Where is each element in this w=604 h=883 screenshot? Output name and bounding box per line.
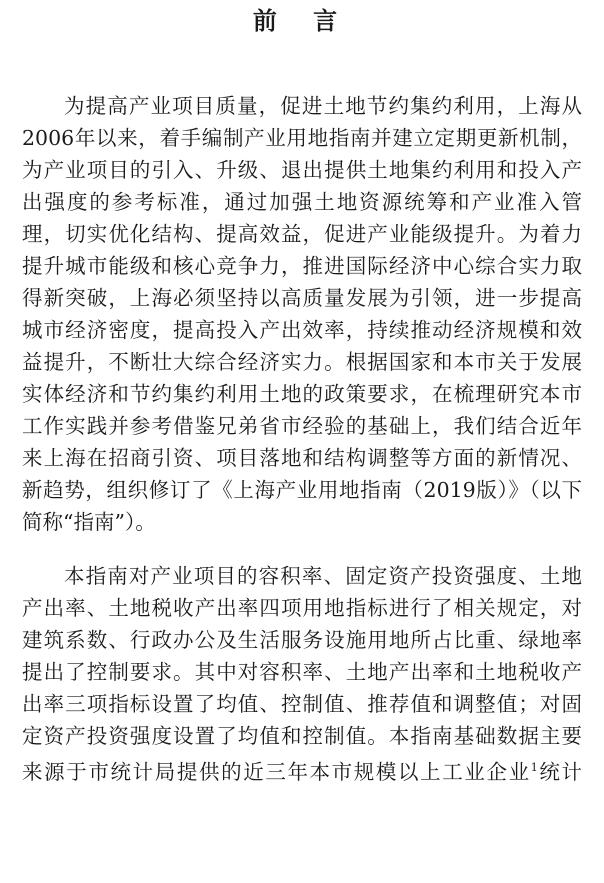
paragraph-2-line-7-text: 来源于市统计局提供的近三年本市规模以上工业企业 <box>22 760 531 784</box>
paragraph-1-line-4: 出强度的参考标准，通过加强土地资源统筹和产业准入管 <box>22 190 582 214</box>
paragraph-1-line-8: 城市经济密度，提高投入产出效率，持续推动经济规模和效 <box>22 318 582 342</box>
footnote-marker[interactable]: 1 <box>530 761 538 774</box>
paragraph-2-line-6: 定资产投资强度设置了均值和控制值。本指南基础数据主要 <box>22 724 582 748</box>
paragraph-1-line-9: 益提升，不断壮大综合经济实力。根据国家和本市关于发展 <box>22 350 582 374</box>
paragraph-1-line-11: 工作实践并参考借鉴兄弟省市经验的基础上，我们结合近年 <box>22 414 582 438</box>
paragraph-1-line-3: 为产业项目的引入、升级、退出提供土地集约利用和投入产 <box>22 158 582 182</box>
paragraph-2-line-3: 建筑系数、行政办公及生活服务设施用地所占比重、绿地率 <box>22 628 582 652</box>
paragraph-1-line-10: 实体经济和节约集约利用土地的政策要求，在梳理研究本市 <box>22 382 582 406</box>
paragraph-2-line-4: 提出了控制要求。其中对容积率、土地产出率和土地税收产 <box>22 660 582 684</box>
paragraph-1-line-2: 2006年以来，着手编制产业用地指南并建立定期更新机制， <box>22 126 582 150</box>
paragraph-1-line-7: 得新突破，上海必须坚持以高质量发展为引领，进一步提高 <box>22 286 582 310</box>
paragraph-2-line-2: 产出率、土地税收产出率四项用地指标进行了相关规定，对 <box>22 596 582 620</box>
paragraph-1-line-6: 提升城市能级和核心竞争力，推进国际经济中心综合实力取 <box>22 254 582 278</box>
paragraph-1-line-1: 为提高产业项目质量，促进土地节约集约利用，上海从 <box>64 94 582 118</box>
paragraph-1-line-5: 理，切实优化结构、提高效益，促进产业能级提升。为着力 <box>22 222 582 246</box>
page-title: 前 言 <box>252 6 352 35</box>
paragraph-1-line-14: 简称“指南”）。 <box>22 510 156 534</box>
paragraph-1-line-13: 新趋势，组织修订了《上海产业用地指南（2019版）》（以下 <box>22 478 582 502</box>
paragraph-1-line-12: 来上海在招商引资、项目落地和结构调整等方面的新情况、 <box>22 446 582 470</box>
paragraph-2-line-7 <box>22 752 582 788</box>
paragraph-2-line-7-tail: 统计 <box>537 760 583 784</box>
paragraph-2-line-1: 本指南对产业项目的容积率、固定资产投资强度、土地 <box>64 564 582 588</box>
paragraph-2-line-5: 出率三项指标设置了均值、控制值、推荐值和调整值；对固 <box>22 692 582 716</box>
